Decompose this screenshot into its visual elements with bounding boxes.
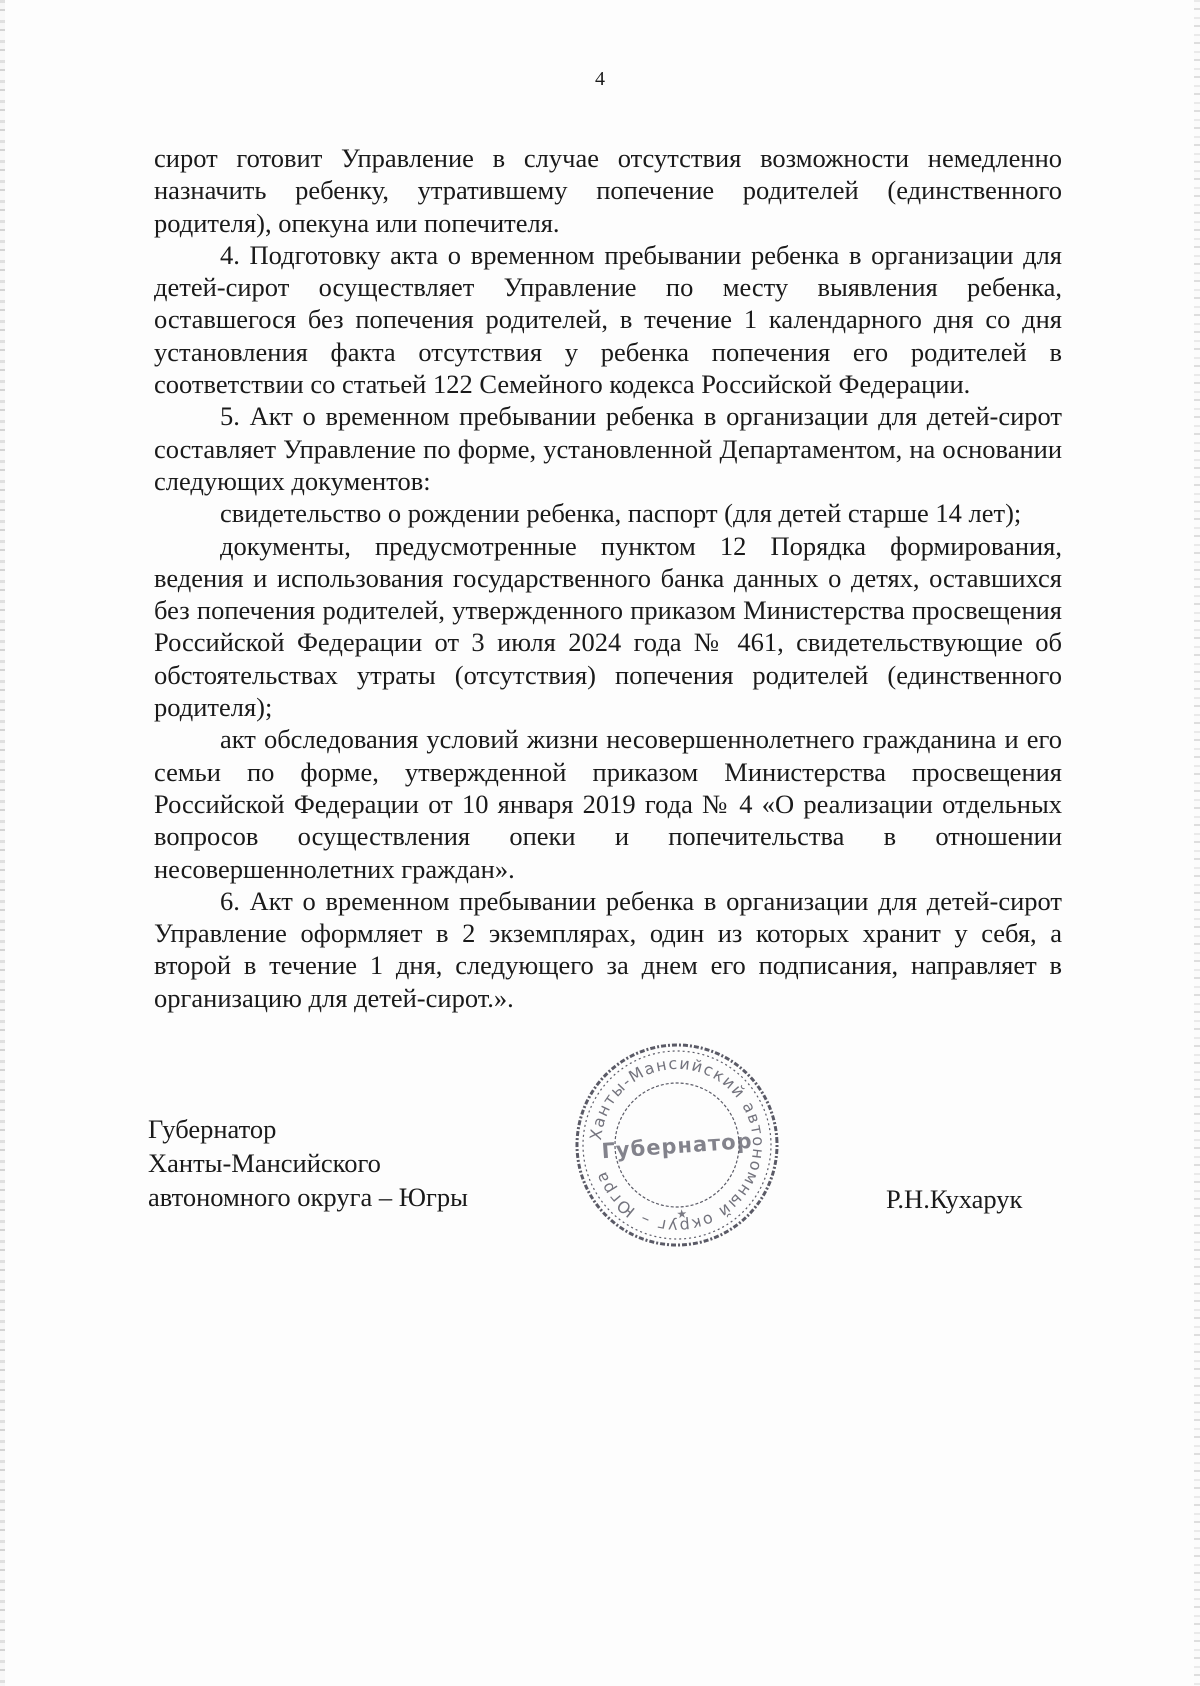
- scan-edge-left: [0, 0, 5, 1686]
- paragraph-item-6: 6. Акт о временном пребывании ребенка в организации для детей-сирот Управление оформляет в 2 экземплярах, один из которых хранит у себя, а второй в течение 1 дня, следующего за днем его подписания, направляет в организацию для детей-сирот.».: [154, 885, 1062, 1013]
- signatory-position-line: Губернатор: [148, 1114, 277, 1144]
- list-item-birth-certificate: свидетельство о рождении ребенка, паспорт (для детей старше 14 лет);: [220, 498, 1022, 529]
- svg-text:★: ★: [675, 1206, 688, 1222]
- paragraph-item-5: 5. Акт о временном пребывании ребенка в организации для детей-сирот составляет Управление по форме, установленной Департаментом, на основании следующих документов:: [154, 401, 1062, 496]
- page-number: 4: [595, 68, 605, 90]
- paragraph-item-4: 4. Подготовку акта о временном пребывании ребенка в организации для детей-сирот осуществляет Управление по месту выявления ребенка, оставшегося без попечения родителей, в течение 1 календарного дня со дня установления факта отсутствия у ребенка попечения его родителей в соответствии со статьей 122 Семейного кодекса Российской Федерации.: [154, 239, 1062, 400]
- document-body: [154, 142, 1062, 1014]
- list-item-inspection-act: акт обследования условий жизни несовершеннолетнего гражданина и его семьи по форме, утвержденной приказом Министерства просвещения Российской Федерации от 10 января 2019 года № 4 «О реализации отдельных вопросов осуществления опеки и попечительства в отношении несовершеннолетних граждан».: [154, 724, 1062, 884]
- signatory-position-line: Ханты-Мансийского: [148, 1148, 381, 1178]
- official-seal-stamp: [572, 1040, 782, 1250]
- scan-edge-right: [1194, 0, 1200, 1686]
- list-item-documents: документы, предусмотренные пунктом 12 Порядка формирования, ведения и использования государственного банка данных о детях, оставшихся без попечения родителей, утвержденного приказом Министерства просвещения Российской Федерации от 3 июля 2024 года № 461, свидетельствующие об обстоятельствах утраты (отсутствия) попечения родителей (единственного родителя);: [154, 530, 1062, 723]
- signatory-position-line: автономного округа – Югры: [148, 1182, 468, 1212]
- signatory-position: [148, 1112, 468, 1214]
- signatory-name: Р.Н.Кухарук: [886, 1184, 1023, 1214]
- paragraph-continuation: сирот готовит Управление в случае отсутствия возможности немедленно назначить ребенку, утратившему попечение родителей (единственного родителя), опекуна или попечителя.: [154, 143, 1062, 238]
- svg-text:Ханты-Мансийский автономный ок: Ханты-Мансийский автономный округ – Югра: [586, 1053, 769, 1237]
- svg-text:Губернатор: Губернатор: [600, 1128, 754, 1164]
